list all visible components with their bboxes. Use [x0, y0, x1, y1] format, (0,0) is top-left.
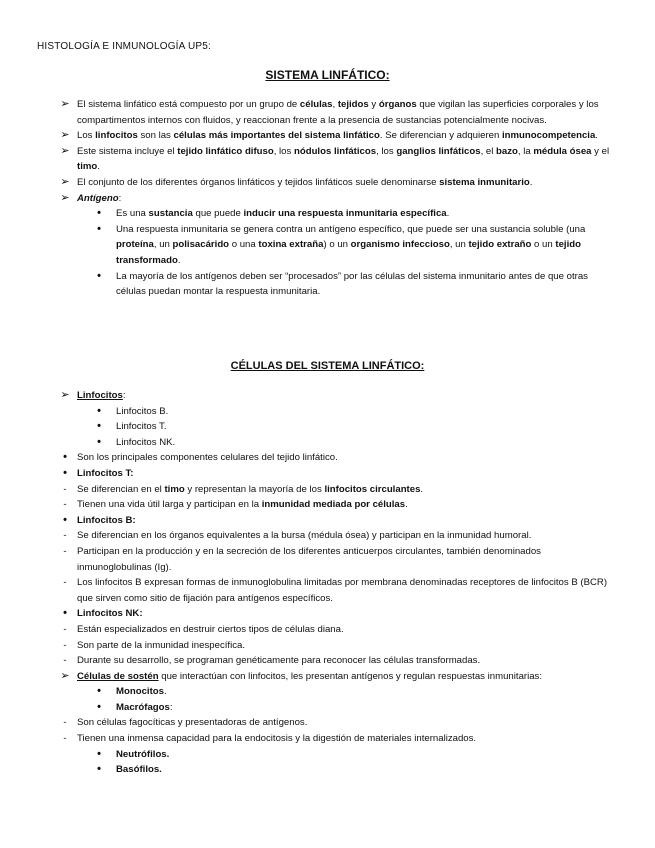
arrow-bullet-icon: ➢: [60, 144, 70, 157]
arrow-bullet-icon: ➢: [60, 175, 70, 188]
section-celulas: [0, 388, 655, 778]
list-item-linfocitos-b: • Linfocitos B.: [0, 404, 617, 420]
list-item-antigeno-respuesta: • Una respuesta inmunitaria se genera contra un antígeno específico, que puede ser una sustancia soluble (una proteína, un polisacárido o una toxina extraña) o un organismo infeccioso, un tejido extraño o un tejido transformado.: [0, 222, 617, 269]
dash-bullet-icon: -: [63, 577, 67, 589]
dash-bullet-icon: -: [63, 499, 67, 511]
list-item-basofilos: • Basófilos.: [0, 762, 617, 778]
list-item-antigeno-definicion: • Es una sustancia que puede inducir una respuesta inmunitaria específica.: [0, 206, 617, 222]
dash-item-lt-vida: - Tienen una vida útil larga y participan en la inmunidad mediada por células.: [0, 497, 617, 513]
paragraph-linfocitos: ➢ Los linfocitos son las células más importantes del sistema linfático. Se diferencian y adquieren inmunocompetencia.: [0, 128, 617, 144]
dash-bullet-icon: -: [63, 530, 67, 542]
paragraph-celulas-sosten: ➢ Células de sostén que interactúan con linfocitos, les presentan antígenos y regulan respuestas inmunitarias:: [0, 669, 617, 685]
arrow-bullet-icon: ➢: [60, 389, 70, 401]
dash-item-lb-bcr: - Los linfocitos B expresan formas de inmunoglobulina limitadas por membrana denominadas receptores de linfocitos B (BCR) que sirven como sitio de fijación para antígenos específicos.: [0, 575, 617, 606]
bullet-icon: •: [63, 466, 67, 479]
document-header: HISTOLOGÍA E INMUNOLOGÍA UP5:: [37, 41, 211, 52]
section-sistema-linfatico: [0, 97, 655, 300]
paragraph-sistema-inmunitario: ➢ El conjunto de los diferentes órganos linfáticos y tejidos linfáticos suele denominarse sistema inmunitario.: [0, 175, 617, 191]
dash-bullet-icon: -: [63, 733, 67, 745]
section-title-celulas: CÉLULAS DEL SISTEMA LINFÁTICO:: [230, 360, 425, 372]
list-item-linfocitos-nk: • Linfocitos NK.: [0, 435, 617, 451]
heading-linfocitos-b: • Linfocitos B:: [0, 513, 617, 529]
heading-linfocitos-t: • Linfocitos T:: [0, 466, 617, 482]
dash-bullet-icon: -: [63, 483, 67, 495]
paragraph-linfocitos-heading: ➢ Linfocitos:: [0, 388, 617, 404]
bullet-icon: •: [97, 404, 101, 417]
paragraph-antigeno: ➢ Antígeno:: [0, 191, 617, 207]
paragraph-composicion: ➢ El sistema linfático está compuesto por un grupo de células, tejidos y órganos que vigilan las superficies corporales y los compartimentos internos con fluidos, y reaccionan frente a la presencia de sustancias potencialmente nocivas.: [0, 97, 617, 128]
arrow-bullet-icon: ➢: [60, 129, 70, 142]
bullet-icon: •: [97, 700, 101, 713]
bullet-icon: •: [97, 435, 101, 448]
bullet-icon: •: [97, 685, 101, 698]
bullet-icon: •: [97, 420, 101, 433]
dash-item-mac-endocitosis: - Tienen una inmensa capacidad para la endocitosis y la digestión de materiales internalizados.: [0, 731, 617, 747]
bullet-icon: •: [97, 207, 101, 220]
arrow-bullet-icon: ➢: [60, 98, 70, 110]
heading-linfocitos-nk: • Linfocitos NK:: [0, 606, 617, 622]
paragraph-tejidos: ➢ Este sistema incluye el tejido linfático difuso, los nódulos linfáticos, los ganglios linfáticos, el bazo, la médula ósea y el timo.: [0, 144, 617, 175]
bullet-icon: •: [63, 607, 67, 620]
list-item-principales: • Son los principales componentes celulares del tejido linfático.: [0, 450, 617, 466]
dash-bullet-icon: -: [63, 639, 67, 651]
list-item-monocitos: • Monocitos.: [0, 684, 617, 700]
bullet-icon: •: [63, 513, 67, 526]
bullet-icon: •: [63, 451, 67, 464]
dash-item-lb-bursa: - Se diferencian en los órganos equivalentes a la bursa (médula ósea) y participan en la inmunidad humoral.: [0, 528, 617, 544]
dash-bullet-icon: -: [63, 545, 67, 557]
list-item-neutrofilos: • Neutrófilos.: [0, 747, 617, 763]
arrow-bullet-icon: ➢: [60, 191, 70, 204]
bullet-icon: •: [97, 222, 101, 235]
dash-item-mac-fagociticas: - Son células fagocíticas y presentadoras de antígenos.: [0, 715, 617, 731]
arrow-bullet-icon: ➢: [60, 669, 70, 682]
bullet-icon: •: [97, 269, 101, 282]
section-title-sistema-linfatico: SISTEMA LINFÁTICO:: [265, 68, 390, 82]
list-item-linfocitos-t: • Linfocitos T.: [0, 419, 617, 435]
list-item-antigeno-procesados: • La mayoría de los antígenos deben ser “procesados” por las células del sistema inmunitario antes de que otras células puedan montar la respuesta inmunitaria.: [0, 269, 617, 300]
bullet-icon: •: [97, 747, 101, 760]
dash-item-nk-diana: - Están especializados en destruir ciertos tipos de células diana.: [0, 622, 617, 638]
dash-bullet-icon: -: [63, 623, 67, 635]
dash-item-lt-timo: - Se diferencian en el timo y representan la mayoría de los linfocitos circulantes.: [0, 482, 617, 498]
bullet-icon: •: [97, 763, 101, 776]
dash-item-nk-inespecifica: - Son parte de la inmunidad inespecífica.: [0, 638, 617, 654]
dash-item-nk-desarrollo: - Durante su desarrollo, se programan genéticamente para reconocer las células transformadas.: [0, 653, 617, 669]
dash-bullet-icon: -: [63, 717, 67, 729]
dash-item-lb-anticuerpos: - Participan en la producción y en la secreción de los diferentes anticuerpos circulantes, también denominados inmunoglobulinas (Ig).: [0, 544, 617, 575]
dash-bullet-icon: -: [63, 655, 67, 667]
list-item-macrofagos: • Macrófagos:: [0, 700, 617, 716]
